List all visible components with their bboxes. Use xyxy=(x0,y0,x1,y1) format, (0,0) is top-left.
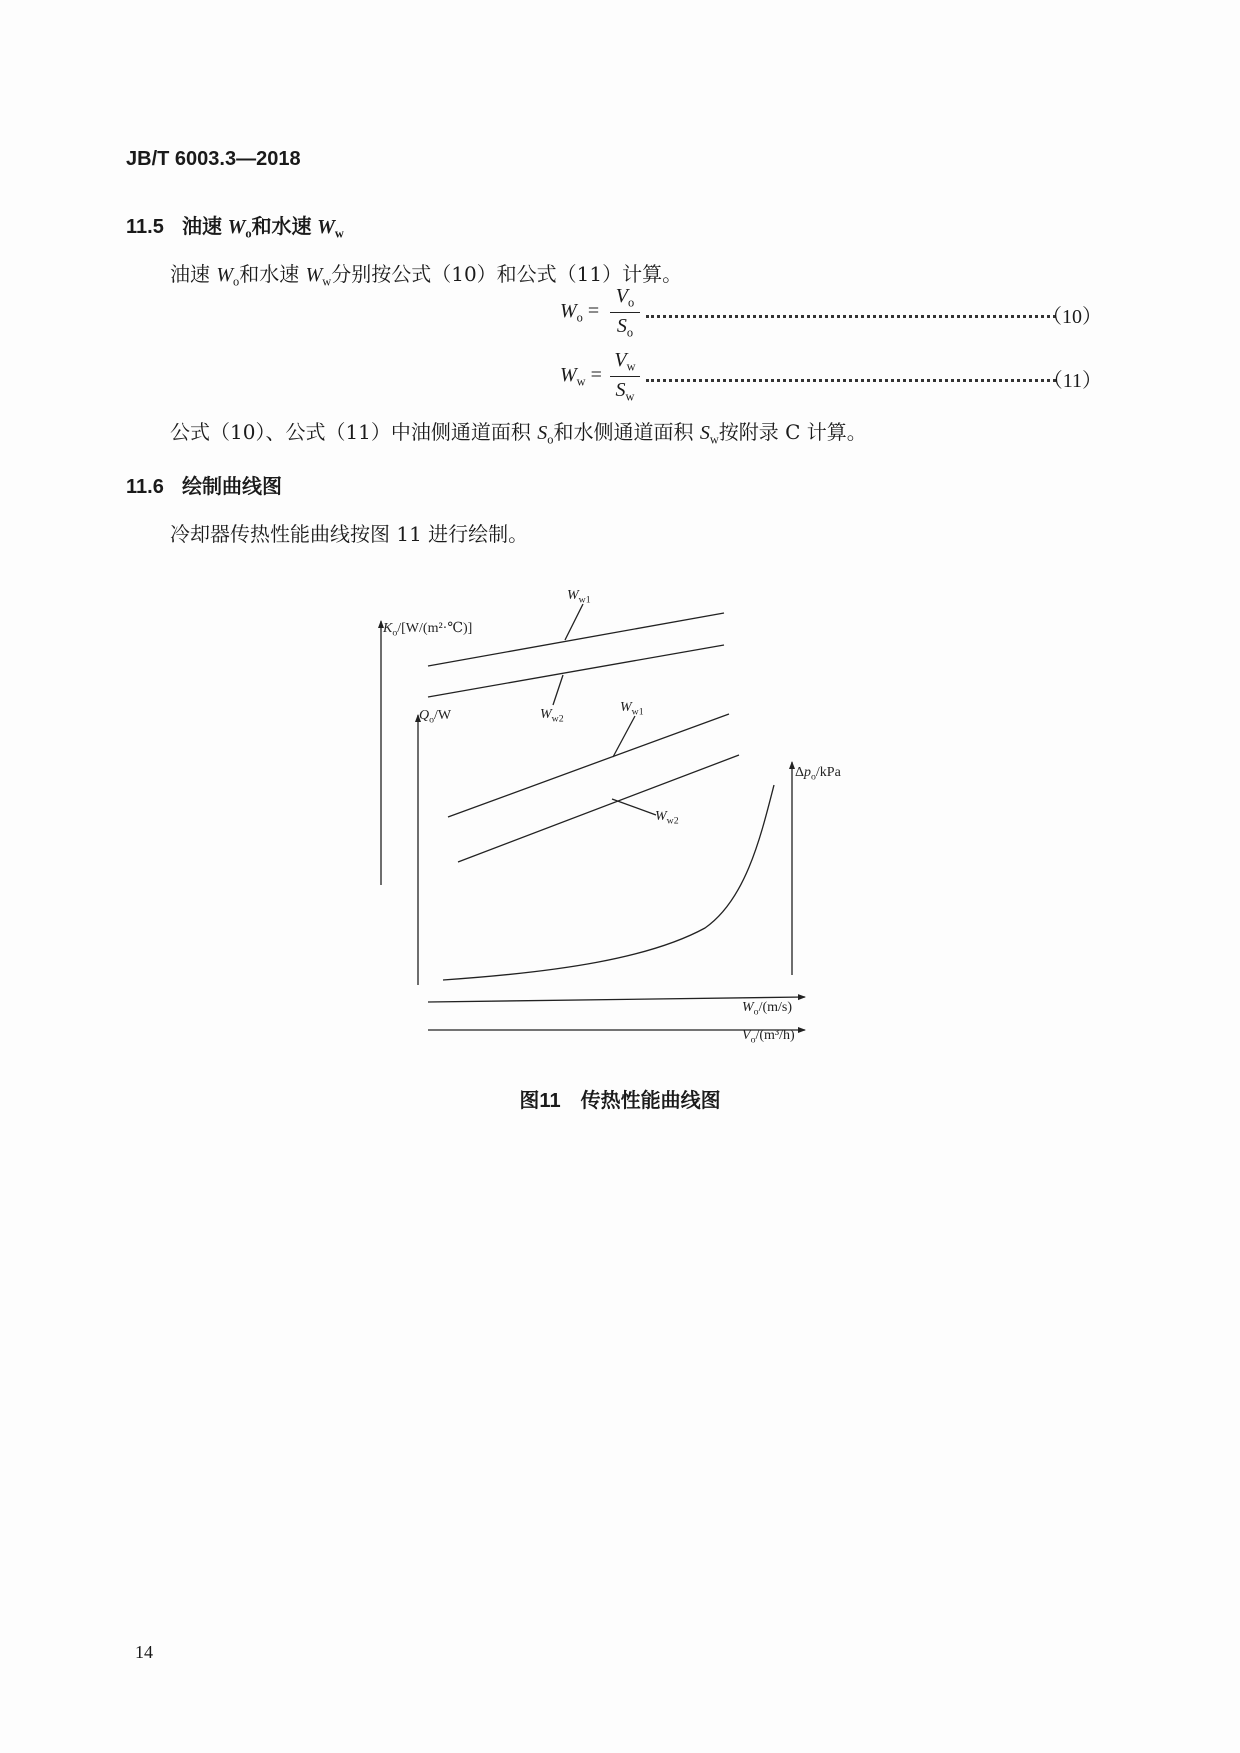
symbol-sub-o: o xyxy=(245,226,252,241)
section-title-part-2: 和水速 xyxy=(251,216,318,238)
section-number: 11.6 xyxy=(126,476,164,498)
qo-curve-ww2 xyxy=(458,755,739,862)
symbol-w: W xyxy=(227,216,246,238)
symbol-sub-o: o xyxy=(547,432,554,447)
symbol-sub-o: o xyxy=(233,274,240,289)
symbol-sub-w: w xyxy=(334,226,344,241)
section-title: 绘制曲线图 xyxy=(182,476,282,498)
text: 公式（10）、公式（11）中油侧通道面积 xyxy=(170,420,538,444)
leader-qo-ww1 xyxy=(613,716,635,757)
section-title-part-1: 油速 xyxy=(182,216,228,238)
dp-axis-label: $\Delta p_o$/kPa xyxy=(795,765,841,783)
figure-number: 图11 xyxy=(519,1090,561,1112)
symbol-s: S xyxy=(537,422,548,444)
leader-qo-ww2 xyxy=(612,799,656,815)
formula-fraction: $V_o$ $S_o$ xyxy=(610,285,640,341)
formula-number: （10） xyxy=(1042,306,1102,328)
curve-label-qo-ww2: $W_{w2}$ xyxy=(655,809,679,827)
symbol-sub-w: w xyxy=(322,274,332,289)
symbol-w: W xyxy=(216,264,234,286)
curve-label-ko-ww1: $W_{w1}$ xyxy=(567,588,591,606)
standard-code: JB/T 6003.3—2018 xyxy=(126,148,301,170)
text: 按附录 C 计算。 xyxy=(718,420,867,444)
figure-caption xyxy=(0,1084,1240,1113)
figure-title: 传热性能曲线图 xyxy=(580,1090,721,1112)
qo-axis-label: $Q_o/W$ xyxy=(419,708,452,726)
ko-curve-ww1 xyxy=(428,613,724,666)
text: 和水侧通道面积 xyxy=(553,420,700,444)
section-number: 11.5 xyxy=(126,216,164,238)
text: 和水速 xyxy=(239,262,306,286)
ko-curve-ww2 xyxy=(428,645,724,697)
curve-label-qo-ww1: $W_{w1}$ xyxy=(620,700,644,718)
qo-curve-ww1 xyxy=(448,714,729,817)
symbol-sub-w: w xyxy=(709,432,719,447)
curve-label-ko-ww2: $W_{w2}$ xyxy=(540,707,564,725)
page-number: 14 xyxy=(135,1642,153,1662)
symbol-w: W xyxy=(305,264,323,286)
ko-axis-label: $K_o/[W/(m^2\cdot℃)]$ xyxy=(383,621,473,639)
symbol-s: S xyxy=(699,422,710,444)
leader-ko-ww2 xyxy=(553,675,563,705)
formula-fraction: $V_w$ $S_w$ xyxy=(610,349,640,405)
paragraph-figure-reference: 冷却器传热性能曲线按图 11 进行绘制。 xyxy=(170,522,529,546)
formula-lhs: $W_o$ = xyxy=(560,300,600,325)
formula-number: （11） xyxy=(1042,370,1102,392)
dp-curve xyxy=(443,785,774,980)
symbol-w: W xyxy=(317,216,335,238)
vo-axis-label: $V_o/(m^3/h)$ xyxy=(742,1028,795,1046)
formula-lhs: $W_w$ = xyxy=(560,364,602,389)
wo-axis-label: $W_o/(m/s)$ xyxy=(742,1000,793,1018)
text: 分别按公式（10）和公式（11）计算。 xyxy=(331,262,683,286)
leader-ko-ww1 xyxy=(565,604,583,640)
text: 油速 xyxy=(170,262,217,286)
